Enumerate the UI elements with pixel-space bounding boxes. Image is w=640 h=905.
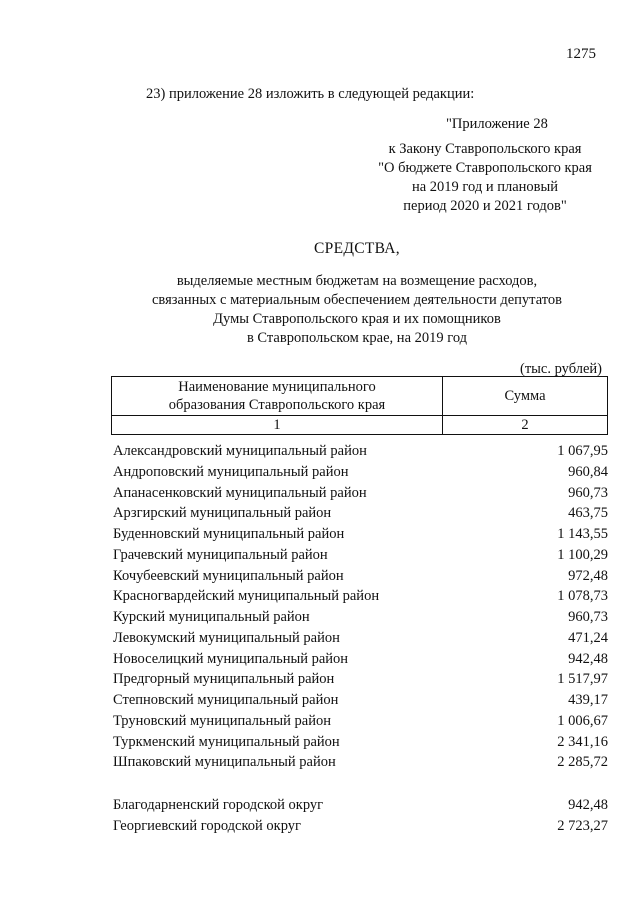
amount-value: 2 285,72 — [557, 754, 608, 771]
municipality-name: Предгорный муниципальный район — [113, 671, 335, 688]
amount-value: 2 341,16 — [557, 733, 608, 750]
municipality-name: Благодарненский городской округ — [113, 797, 324, 813]
amount-value: 463,75 — [568, 505, 608, 522]
table-row — [113, 462, 608, 483]
amount-value: 960,84 — [568, 463, 608, 480]
subtitle-line: связанных с материальным обеспечением деятельности депутатов — [151, 292, 562, 308]
column-header-name-line: образования Ставропольского края — [168, 397, 386, 413]
units-label: (тыс. рублей) — [520, 361, 602, 377]
municipality-name: Шпаковский муниципальный район — [113, 754, 336, 771]
appendix-reference — [360, 140, 610, 216]
municipality-name: Георгиевский городской округ — [113, 817, 301, 834]
subtitle-line: в Ставропольском крае, на 2019 год — [246, 330, 468, 346]
amount-value: 960,73 — [568, 609, 608, 625]
municipality-name: Буденновский муниципальный район — [113, 526, 345, 542]
amount-value: 471,24 — [568, 629, 608, 646]
table-row — [113, 816, 608, 837]
amount-value: 1 067,95 — [557, 443, 608, 459]
document-heading: СРЕДСТВА, — [314, 240, 400, 257]
table-body — [113, 441, 608, 773]
amount-value: 942,48 — [568, 650, 608, 667]
column-header-name — [112, 377, 443, 416]
amount-value: 439,17 — [568, 692, 608, 708]
table-body-city-districts — [113, 795, 608, 837]
amount-value: 1 078,73 — [557, 588, 608, 605]
amount-value: 2 723,27 — [557, 817, 608, 834]
municipality-name: Труновский муниципальный район — [113, 712, 331, 729]
column-header-name-line: Наименование муниципального — [178, 379, 376, 395]
page-number: 1275 — [566, 46, 596, 62]
table-row — [113, 483, 608, 504]
municipality-name: Степновский муниципальный район — [113, 692, 339, 708]
municipality-name: Кочубеевский муниципальный район — [113, 567, 344, 584]
municipality-name: Андроповский муниципальный район — [113, 463, 349, 480]
municipality-name: Грачевский муниципальный район — [113, 546, 328, 563]
table-row — [113, 711, 608, 732]
table-row — [113, 524, 608, 545]
municipality-name: Новоселицкий муниципальный район — [113, 650, 349, 667]
amount-value: 1 143,55 — [557, 526, 608, 542]
table-row — [113, 441, 608, 462]
amount-value: 960,73 — [568, 484, 608, 501]
amount-value: 1 006,67 — [557, 712, 608, 729]
table-header — [111, 376, 608, 435]
column-number-2: 2 — [443, 416, 608, 435]
column-number-1: 1 — [112, 416, 443, 435]
table-row — [113, 566, 608, 587]
subtitle-line: Думы Ставропольского края и их помощников — [213, 311, 501, 327]
table-row — [113, 732, 608, 753]
amount-value: 942,48 — [568, 797, 608, 813]
table-row — [113, 690, 608, 711]
municipality-name: Апанасенковский муниципальный район — [113, 484, 367, 501]
column-header-sum: Сумма — [443, 377, 608, 416]
municipality-name: Левокумский муниципальный район — [113, 629, 340, 646]
table-row — [113, 586, 608, 607]
table-row — [113, 607, 608, 628]
appendix-ref-line: период 2020 и 2021 годов" — [403, 198, 567, 214]
amendment-intro: 23) приложение 28 изложить в следующей редакции: — [146, 86, 475, 102]
table-row — [113, 795, 608, 816]
appendix-ref-line: "О бюджете Ставропольского края — [378, 160, 592, 176]
municipality-name: Туркменский муниципальный район — [113, 733, 340, 750]
table-row — [113, 649, 608, 670]
appendix-ref-line: на 2019 год и плановый — [411, 179, 559, 195]
table-row — [113, 545, 608, 566]
amount-value: 972,48 — [568, 567, 608, 584]
table-row — [113, 669, 608, 690]
subtitle-line: выделяемые местным бюджетам на возмещение расходов, — [176, 273, 538, 289]
document-subtitle — [0, 272, 640, 348]
municipality-name: Красногвардейский муниципальный район — [113, 588, 380, 605]
municipality-name: Курский муниципальный район — [113, 609, 310, 625]
table-row — [113, 503, 608, 524]
amount-value: 1 517,97 — [557, 671, 608, 688]
appendix-ref-line: к Закону Ставропольского края — [388, 141, 582, 157]
amount-value: 1 100,29 — [557, 546, 608, 563]
municipality-name: Александровский муниципальный район — [113, 443, 367, 459]
appendix-title: "Приложение 28 — [446, 116, 548, 132]
municipality-name: Арзгирский муниципальный район — [113, 505, 332, 522]
table-row — [113, 628, 608, 649]
table-row — [113, 752, 608, 773]
